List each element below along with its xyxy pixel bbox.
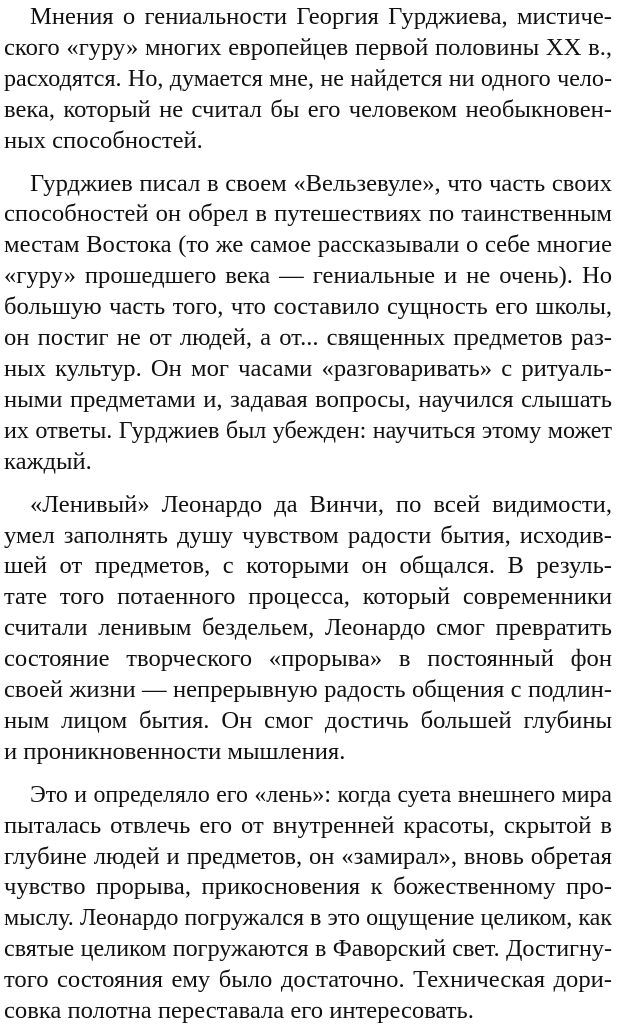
text-line: своей жизни — непрерывную радость общения с подлин- (4, 676, 612, 704)
text-line: и проникновенности мышления. (4, 737, 346, 765)
text-line: глубине людей и предметов, он «замирал», вновь обретая (4, 842, 612, 870)
text-line: Это и определяло его «лень»: когда суета внешнего мира (30, 781, 612, 808)
text-line: способностей он обрел в путешествиях по таинственным (4, 200, 612, 228)
text-line: тате того потаенного процесса, который современники (4, 583, 612, 611)
text-line: умел заполнять душу чувством радости бытия, исходив- (4, 521, 612, 549)
text-line: состояние творческого «прорыва» в постоянный фон (4, 645, 612, 673)
paragraph-gurdjieff-abilities (4, 169, 612, 478)
text-line: их ответы. Гурджиев был убежден: научиться этому может (4, 417, 612, 444)
text-line: шей от предметов, с которыми он общался. В резуль- (4, 552, 612, 580)
text-line: расходятся. Но, думается мне, не найдется ни одного чело- (4, 65, 612, 92)
text-line: того состояния ему было достаточно. Техническая дори- (4, 966, 612, 994)
text-line: Мнения о гениальности Георгия Гурджиева, мистиче- (30, 3, 612, 30)
text-line: ных культур. Он мог часами «разговаривать» с ритуаль- (4, 354, 612, 382)
text-line: ными предметами и, задавая вопросы, научился слышать (4, 385, 612, 413)
text-line: местам Востока (то же самое рассказывали о себе многие (4, 231, 612, 259)
text-line: Гурджиев писал в своем «Вельзевуле», что часть своих (30, 169, 612, 197)
text-line: «Ленивый» Леонардо да Винчи, по всей видимости, (30, 490, 612, 518)
text-line: ского «гуру» многих европейцев первой половины XX в., (4, 33, 612, 61)
text-line: каждый. (4, 447, 92, 475)
text-line: большую часть того, что составило сущность его школы, (4, 293, 612, 321)
text-line: ных способностей. (4, 126, 203, 154)
text-line: пыталась отвлечь его от внутренней красоты, скрытой в (4, 811, 612, 839)
text-line: считали ленивым бездельем, Леонардо смог превратить (4, 614, 612, 642)
text-line: он постиг не от людей, а от... священных предметов раз- (4, 324, 612, 352)
paragraph-leonardo-laziness (4, 780, 612, 1027)
text-line: чувство прорыва, прикосновения к божественному про- (4, 873, 612, 901)
paragraph-gurdjieff-opinions (4, 2, 612, 157)
text-line: мыслу. Леонардо погружался в это ощущение целиком, как (4, 905, 613, 932)
text-line: века, который не считал бы его человеком необыкновен- (4, 95, 612, 123)
text-line: ным лицом бытия. Он смог достичь большей глубины (4, 706, 612, 734)
text-line: святые целиком погружаются в Фаворский свет. Достигну- (4, 936, 612, 963)
paragraph-leonardo-joy (4, 490, 612, 768)
text-line: совка полотна переставала его интересовать. (4, 997, 474, 1025)
text-line: «гуру» прошедшего века — гениальные и не очень). Но (4, 262, 612, 290)
